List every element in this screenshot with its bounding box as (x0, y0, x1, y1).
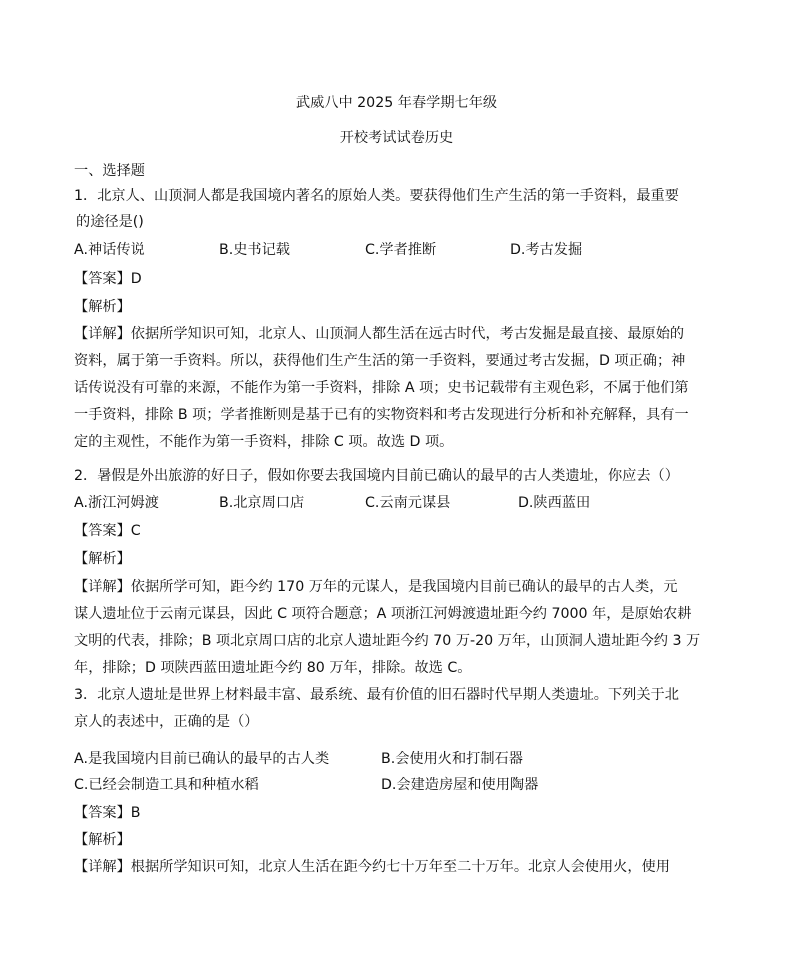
q1-stem-line1: 1．北京人、山顶洞人都是我国境内著名的原始人类。要获得他们生产生活的第一手资料，最重要 (74, 188, 679, 204)
q1-option-a: A.神话传说 (74, 242, 145, 258)
q1-answer: 【答案】D (74, 271, 142, 287)
q1-analysis-label: 【解析】 (74, 299, 131, 315)
q3-option-c: C.已经会制造工具和种植水稻 (74, 777, 259, 793)
q2-option-d: D.陕西蓝田 (518, 495, 591, 511)
q3-option-b: B.会使用火和打制石器 (381, 751, 523, 767)
q2-stem-line1: 2．暑假是外出旅游的好日子，假如你要去我国境内目前已确认的最早的古人类遗址，你应去（） (74, 468, 679, 484)
q1-detail-line: 【详解】依据所学知识可知，北京人、山顶洞人都生活在远古时代，考古发掘是最直接、最原始的 (74, 326, 685, 342)
q2-option-a: A.浙江河姆渡 (74, 495, 159, 511)
q1-detail-line: 一手资料，排除 B 项；学者推断则是基于已有的实物资料和考古发现进行分析和补充解释，具有一 (74, 407, 689, 423)
q1-stem-line2: 的途径是() (76, 214, 144, 230)
q2-detail-line: 年，排除；D 项陕西蓝田遗址距今约 80 万年，排除。故选 C。 (74, 660, 472, 676)
q3-option-a: A.是我国境内目前已确认的最早的古人类 (74, 751, 330, 767)
q3-detail-line: 【详解】根据所学知识可知，北京人生活在距今约七十万年至二十万年。北京人会使用火，使用 (74, 859, 670, 875)
q1-option-c: C.学者推断 (365, 242, 437, 258)
q2-option-c: C.云南元谋县 (365, 495, 451, 511)
q2-answer: 【答案】C (74, 523, 141, 539)
q2-detail-line: 【详解】依据所学可知，距今约 170 万年的元谋人，是我国境内目前已确认的最早的古人类，元 (74, 579, 678, 595)
section-heading: 一、选择题 (74, 163, 145, 179)
q1-detail-line: 话传说没有可靠的来源，不能作为第一手资料，排除 A 项；史书记载带有主观色彩，不属于他们第 (74, 380, 689, 396)
q3-option-d: D.会建造房屋和使用陶器 (381, 777, 539, 793)
q1-option-d: D.考古发掘 (510, 242, 583, 258)
q2-analysis-label: 【解析】 (74, 551, 131, 567)
q2-detail-line: 谋人遗址位于云南元谋县，因此 C 项符合题意；A 项浙江河姆渡遗址距今约 7000 年，是原始农耕 (74, 606, 692, 622)
q3-stem-line1: 3．北京人遗址是世界上材料最丰富、最系统、最有价值的旧石器时代早期人类遗址。下列关于北 (74, 687, 679, 703)
q1-detail-line: 资料，属于第一手资料。所以，获得他们生产生活的第一手资料，要通过考古发掘，D 项正确；神 (74, 353, 686, 369)
document-subtitle: 开校考试试卷历史 (339, 130, 454, 146)
document-title: 武威八中 2025 年春学期七年级 (295, 95, 498, 111)
q2-detail-line: 文明的代表，排除；B 项北京周口店的北京人遗址距今约 70 万-20 万年，山顶洞人遗址距今约 3 万 (74, 633, 701, 649)
q2-option-b: B.北京周口店 (219, 495, 305, 511)
q1-option-b: B.史书记载 (219, 242, 290, 258)
q3-analysis-label: 【解析】 (74, 832, 131, 848)
q3-stem-line2: 京人的表述中，正确的是（） (74, 714, 259, 730)
q3-answer: 【答案】B (74, 805, 141, 821)
q1-detail-line: 定的主观性，不能作为第一手资料，排除 C 项。故选 D 项。 (74, 434, 454, 450)
